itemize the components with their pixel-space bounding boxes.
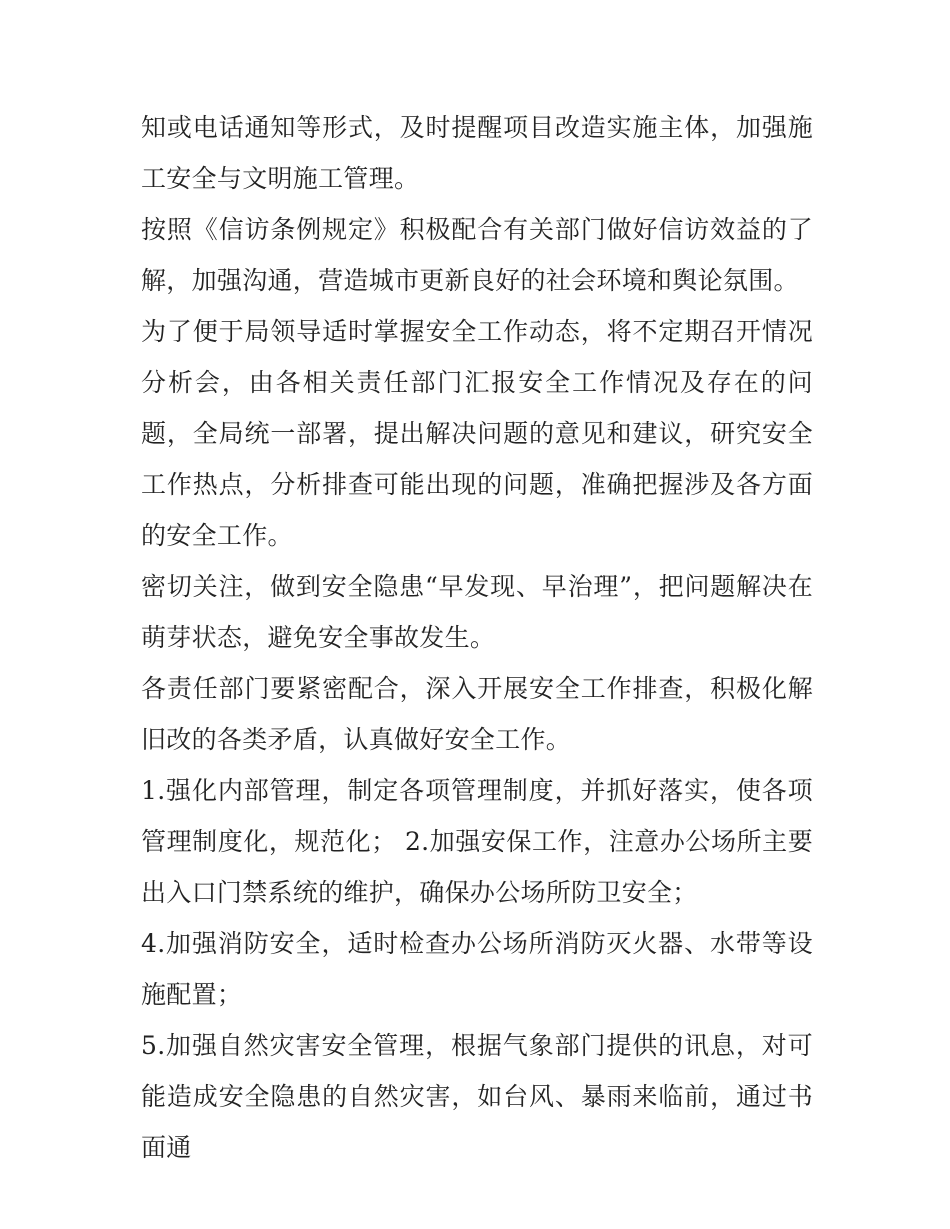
paragraph-analysis-meeting: 为了便于局领导适时掌握安全工作动态，将不定期召开情况分析会，由各相关责任部门汇报安全工作情况及存在的问题，全局统一部署，提出解决问题的意见和建议，研究安全工作热点，分析排查可能出现的问题，准确把握涉及各方面的安全工作。: [141, 317, 813, 550]
paragraph-natural-disaster: 5.加强自然灾害安全管理，根据气象部门提供的讯息，对可能造成安全隐患的自然灾害，如台风、暴雨来临前，通过书面通: [141, 1031, 813, 1162]
document-body: [141, 102, 813, 1173]
paragraph-department-cooperation: 各责任部门要紧密配合，深入开展安全工作排查，积极化解旧改的各类矛盾，认真做好安全工作。: [141, 674, 813, 754]
paragraph-petition-regulations: 按照《信访条例规定》积极配合有关部门做好信访效益的了解，加强沟通，营造城市更新良好的社会环境和舆论氛围。: [141, 215, 813, 295]
paragraph-fire-safety: 4.加强消防安全，适时检查办公场所消防灭火器、水带等设施配置；: [141, 929, 813, 1009]
paragraph-construction-safety: 知或电话通知等形式，及时提醒项目改造实施主体，加强施工安全与文明施工管理。: [141, 113, 813, 193]
paragraph-internal-management: 1.强化内部管理，制定各项管理制度，并抓好落实，使各项管理制度化，规范化； 2.加强安保工作，注意办公场所主要出入口门禁系统的维护，确保办公场所防卫安全；: [141, 776, 813, 907]
paragraph-early-detection: 密切关注，做到安全隐患“早发现、早治理”，把问题解决在萌芽状态，避免安全事故发生。: [141, 572, 813, 652]
